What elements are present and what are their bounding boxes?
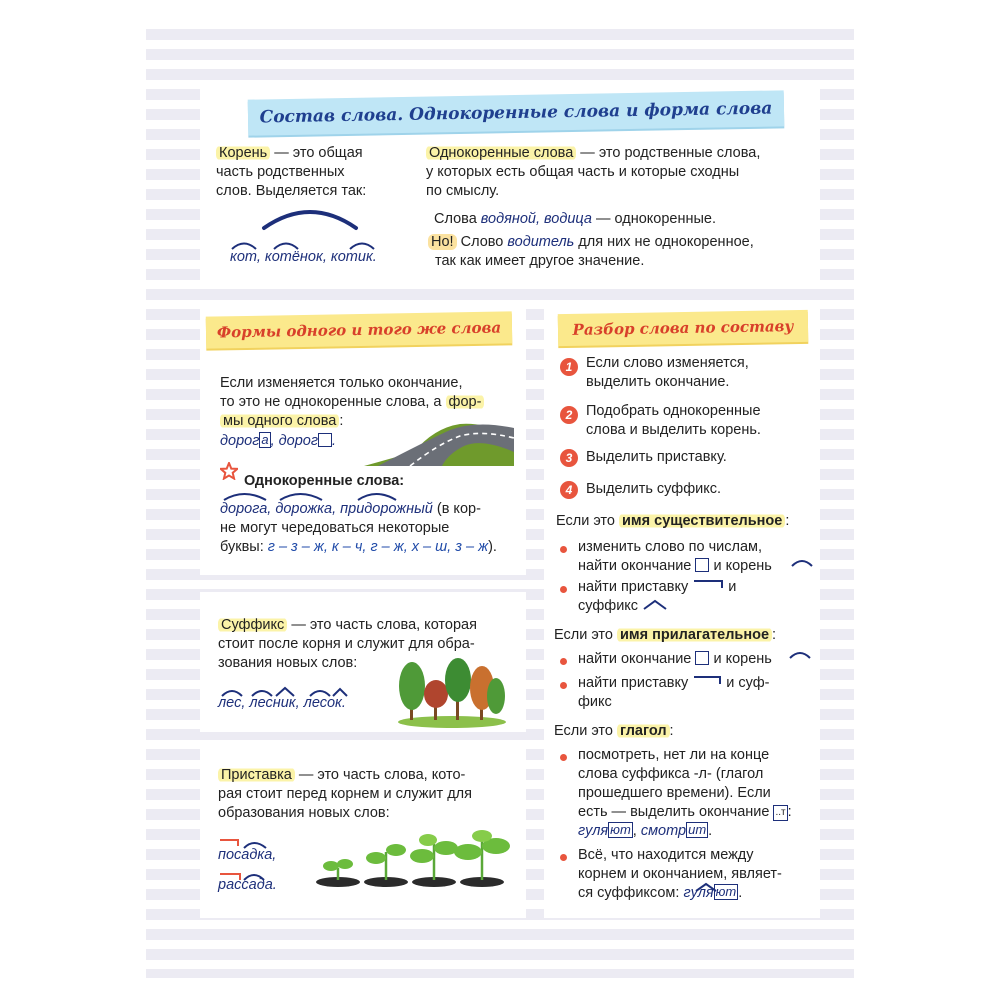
bullet-text: корнем и окончанием, являет- <box>578 866 782 882</box>
heading-text: Если это <box>554 723 613 739</box>
card-word-composition <box>200 80 820 280</box>
step-number-3: 3 <box>560 449 578 467</box>
prefix-mark <box>692 675 722 685</box>
bullet <box>560 658 567 665</box>
bullet-text: прошедшего времени). Если <box>578 785 771 801</box>
root-definition <box>216 144 406 201</box>
suffix-text: — это часть слова, которая <box>291 617 477 633</box>
bullet <box>560 546 567 553</box>
forms-text: : <box>339 413 344 429</box>
root-def-text: — это общая <box>274 145 363 161</box>
ex-sep: . <box>332 433 337 449</box>
step-text: выделить окончание. <box>586 374 730 390</box>
bullet-text: изменить слово по числам, <box>578 539 763 555</box>
forms-highlight: мы одного слова <box>220 413 339 429</box>
bullet-text: найти окончание <box>578 651 692 667</box>
root-arc-icon <box>260 202 360 232</box>
cognate-exception <box>428 233 808 271</box>
prefix-text: рая стоит перед корнем и служит для <box>218 786 472 802</box>
card-suffix <box>200 592 526 732</box>
bullet-text: слова суффикса -л- (глагол <box>578 766 764 782</box>
cognate-text: (в кор- <box>436 501 481 517</box>
bullet-text: есть — выделить окончание <box>578 804 770 820</box>
banner-word-composition: Состав слова. Однокоренные слова и форма слова <box>248 90 785 135</box>
but-text: так как имеет другое значение. <box>435 253 645 269</box>
verb-highlight: глагол <box>617 723 670 739</box>
verb-bullet-2 <box>578 846 818 903</box>
adjective-highlight: имя прилагательное <box>617 627 772 643</box>
banner-word-parsing: Разбор слова по составу <box>558 310 809 346</box>
road-illustration <box>364 412 514 468</box>
bullet-text: и корень <box>713 558 772 574</box>
ending-box: а <box>261 432 269 447</box>
forms-text: то это не однокоренные слова, а <box>220 394 442 410</box>
card-prefix <box>200 748 526 918</box>
cognate-text: буквы: <box>220 539 264 555</box>
ending-box <box>695 651 709 665</box>
term-suffix: Суффикс <box>218 617 287 633</box>
noun-bullet-1 <box>578 538 772 576</box>
bullet-text: . <box>708 823 713 839</box>
alternations: г – з – ж, к – ч, г – ж, х – ш, з – ж <box>267 539 489 555</box>
step-2 <box>586 402 761 440</box>
bullet-text: и суф- <box>726 675 770 691</box>
bullet-text: . <box>738 885 743 901</box>
prefix-example-2: рассада. <box>218 877 277 893</box>
verb-heading <box>554 722 674 741</box>
verb-stem: гуля <box>683 885 714 901</box>
ex-sep: , <box>270 433 275 449</box>
step-number-2: 2 <box>560 406 578 424</box>
step-text: Если слово изменяется, <box>586 355 749 371</box>
suffix-text: стоит после корня и служит для обра- <box>218 636 475 652</box>
heading-text: : <box>785 513 790 529</box>
step-number-1: 1 <box>560 358 578 376</box>
example-words: водяной, водица <box>480 211 592 227</box>
but-word: водитель <box>507 234 575 250</box>
noun-bullet-2 <box>578 578 736 616</box>
star-icon <box>220 462 238 480</box>
suffix-text: зования новых слов: <box>218 655 358 671</box>
trees-illustration <box>396 652 508 728</box>
ending-box <box>695 558 709 572</box>
root-arc-mark <box>790 556 814 568</box>
example-suffix: — однокоренные. <box>595 211 717 227</box>
bullet-text: и корень <box>713 651 772 667</box>
but-text: для них не однокоренное, <box>578 234 754 250</box>
cognate-def-text: по смыслу. <box>426 183 500 199</box>
step-1 <box>586 354 749 392</box>
heading-text: : <box>669 723 674 739</box>
forms-highlight: фор- <box>446 394 485 410</box>
bullet-text: , <box>632 823 637 839</box>
adjective-bullet-2 <box>578 674 770 712</box>
empty-ending-box <box>318 433 332 447</box>
prefix-text: — это часть слова, кото- <box>298 767 466 783</box>
bullet <box>560 586 567 593</box>
root-def-text: слов. Выделяется так: <box>216 183 367 199</box>
step-text: слова и выделить корень. <box>586 422 761 438</box>
bullet-text: найти приставку <box>578 579 689 595</box>
ending-box: ют <box>610 822 631 837</box>
forms-text: Если изменяется только окончание, <box>220 375 463 391</box>
step-3: Выделить приставку. <box>586 449 727 465</box>
forms-cognate-heading: Однокоренные слова: <box>244 473 405 489</box>
cognate-text: ). <box>488 539 497 555</box>
noun-highlight: имя существительное <box>619 513 785 529</box>
bullet-text: найти окончание <box>578 558 692 574</box>
bullet-text: Всё, что находится между <box>578 847 754 863</box>
cognate-text: не могут чередоваться некоторые <box>220 520 450 536</box>
sprouts-illustration <box>306 830 516 888</box>
but-label: Но! <box>428 234 457 250</box>
adjective-heading <box>554 626 776 645</box>
adjective-bullet-1 <box>578 650 772 669</box>
ex-stem: дорог <box>278 433 319 449</box>
bullet-text: ся суффиксом: <box>578 885 680 901</box>
ex-stem: дорог <box>220 433 260 449</box>
ending-box: ют <box>715 884 737 899</box>
term-prefix: Приставка <box>218 767 295 783</box>
step-number-4: 4 <box>560 481 578 499</box>
bullet-text: : <box>787 804 792 820</box>
prefix-definition <box>218 766 518 823</box>
bullet <box>560 754 567 761</box>
suffix-examples: лес, лесник, лесок. <box>218 695 346 711</box>
bullet-text: посмотреть, нет ли на конце <box>578 747 770 763</box>
verb-stem: гуля <box>578 823 609 839</box>
but-text: Слово <box>460 234 504 250</box>
bullet <box>560 854 567 861</box>
verb-stem: смотр <box>640 823 687 839</box>
ending-box: ит <box>688 822 707 837</box>
ending-box-sample: ..т <box>773 805 787 821</box>
noun-heading <box>556 512 789 531</box>
step-text: Подобрать однокоренные <box>586 403 761 419</box>
bullet-text: суффикс <box>578 598 639 614</box>
bullet-text: фикс <box>578 694 612 710</box>
verb-suffix-mark <box>694 882 718 892</box>
term-root: Корень <box>216 145 270 161</box>
verb-bullet-1 <box>578 746 818 841</box>
suffix-mark <box>642 598 668 610</box>
prefix-text: образования новых слов: <box>218 805 390 821</box>
forms-examples <box>220 432 336 451</box>
term-cognate: Однокоренные слова <box>426 145 576 161</box>
example-prefix: Слова <box>434 211 477 227</box>
cognate-words: дорога, дорожка, придорожный <box>220 501 433 517</box>
cognate-example <box>434 210 716 229</box>
prefix-mark <box>692 579 724 589</box>
card-word-forms <box>200 300 526 575</box>
heading-text: Если это <box>556 513 615 529</box>
bullet-text: и <box>728 579 737 595</box>
cognate-def-text: у которых есть общая часть и которые сходны <box>426 164 740 180</box>
prefix-example-1: посадка, <box>218 847 277 863</box>
heading-text: Если это <box>554 627 613 643</box>
forms-cognate-body <box>220 500 520 557</box>
root-arc-mark <box>788 648 812 660</box>
root-def-text: часть родственных <box>216 164 345 180</box>
banner-word-forms: Формы одного и того же слова <box>206 311 513 348</box>
bullet-text: найти приставку <box>578 675 689 691</box>
card-word-parsing <box>544 300 820 918</box>
cognate-def-text: — это родственные слова, <box>580 145 761 161</box>
root-examples: кот, котёнок, котик. <box>230 249 377 265</box>
cognate-definition <box>426 144 816 201</box>
step-4: Выделить суффикс. <box>586 481 722 497</box>
bullet <box>560 682 567 689</box>
heading-text: : <box>772 627 777 643</box>
